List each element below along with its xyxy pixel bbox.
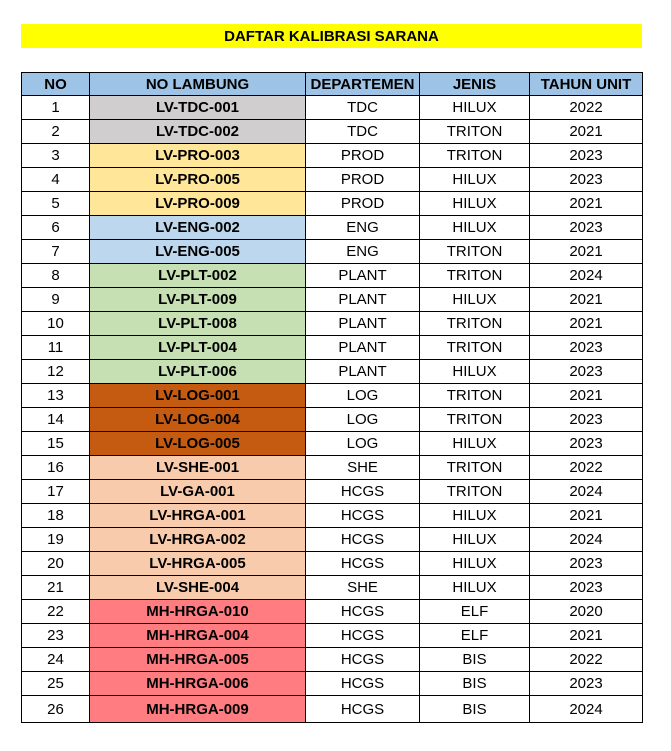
cell-jenis[interactable]: TRITON [420,312,530,336]
cell-tahun-unit[interactable]: 2023 [530,432,643,456]
cell-departemen[interactable]: SHE [306,576,420,600]
table-row [22,576,643,600]
cell-no[interactable]: 20 [22,552,90,576]
cell-departemen[interactable]: PLANT [306,264,420,288]
cell-jenis[interactable]: HILUX [420,552,530,576]
table-row [22,336,643,360]
cell-jenis[interactable]: HILUX [420,168,530,192]
cell-jenis[interactable]: ELF [420,624,530,648]
table-row [22,624,643,648]
cell-departemen[interactable]: HCGS [306,624,420,648]
cell-departemen[interactable]: ENG [306,240,420,264]
cell-jenis[interactable]: TRITON [420,144,530,168]
cell-jenis[interactable]: TRITON [420,240,530,264]
cell-departemen[interactable]: HCGS [306,528,420,552]
table-row [22,408,643,432]
cell-jenis[interactable]: HILUX [420,288,530,312]
cell-tahun-unit[interactable]: 2021 [530,384,643,408]
cell-no-lambung[interactable]: LV-LOG-004 [90,408,306,432]
cell-no-lambung[interactable]: LV-GA-001 [90,480,306,504]
cell-departemen[interactable]: HCGS [306,696,420,723]
cell-jenis[interactable]: TRITON [420,120,530,144]
table-row [22,552,643,576]
cell-no-lambung[interactable]: LV-LOG-005 [90,432,306,456]
table-row [22,456,643,480]
table-row [22,384,643,408]
cell-no[interactable]: 19 [22,528,90,552]
table-row [22,264,643,288]
cell-jenis[interactable]: TRITON [420,456,530,480]
table-row [22,672,643,696]
cell-no[interactable]: 2 [22,120,90,144]
cell-no[interactable]: 12 [22,360,90,384]
cell-jenis[interactable]: HILUX [420,432,530,456]
cell-departemen[interactable]: SHE [306,456,420,480]
header-no[interactable]: NO [22,73,90,96]
cell-tahun-unit[interactable]: 2021 [530,624,643,648]
table-row [22,600,643,624]
cell-departemen[interactable]: PLANT [306,336,420,360]
cell-departemen[interactable]: HCGS [306,504,420,528]
cell-departemen[interactable]: TDC [306,120,420,144]
cell-jenis[interactable]: TRITON [420,336,530,360]
cell-tahun-unit[interactable]: 2023 [530,576,643,600]
cell-no-lambung[interactable]: LV-PLT-004 [90,336,306,360]
cell-jenis[interactable]: BIS [420,696,530,723]
cell-departemen[interactable]: LOG [306,384,420,408]
cell-tahun-unit[interactable]: 2023 [530,216,643,240]
table-row [22,192,643,216]
cell-tahun-unit[interactable]: 2023 [530,144,643,168]
cell-departemen[interactable]: PLANT [306,360,420,384]
cell-jenis[interactable]: HILUX [420,216,530,240]
cell-departemen[interactable]: LOG [306,432,420,456]
cell-departemen[interactable]: HCGS [306,480,420,504]
cell-no[interactable]: 4 [22,168,90,192]
table-row [22,432,643,456]
cell-departemen[interactable]: PLANT [306,312,420,336]
cell-no-lambung[interactable]: MH-HRGA-009 [90,696,306,723]
table-row [22,288,643,312]
cell-tahun-unit[interactable]: 2023 [530,336,643,360]
cell-tahun-unit[interactable]: 2022 [530,456,643,480]
cell-tahun-unit[interactable]: 2022 [530,96,643,120]
cell-jenis[interactable]: BIS [420,648,530,672]
cell-no[interactable]: 8 [22,264,90,288]
cell-no-lambung[interactable]: LV-PRO-003 [90,144,306,168]
cell-tahun-unit[interactable]: 2020 [530,600,643,624]
table-row [22,120,643,144]
table-row [22,648,643,672]
cell-no-lambung[interactable]: MH-HRGA-004 [90,624,306,648]
cell-no[interactable]: 10 [22,312,90,336]
header-jenis[interactable]: JENIS [420,73,530,96]
cell-tahun-unit[interactable]: 2023 [530,552,643,576]
cell-no[interactable]: 13 [22,384,90,408]
cell-departemen[interactable]: HCGS [306,552,420,576]
cell-no-lambung[interactable]: MH-HRGA-010 [90,600,306,624]
cell-no[interactable]: 25 [22,672,90,696]
cell-no-lambung[interactable]: LV-LOG-001 [90,384,306,408]
cell-departemen[interactable]: HCGS [306,648,420,672]
table-row [22,312,643,336]
table-row [22,96,643,120]
cell-tahun-unit[interactable]: 2021 [530,192,643,216]
cell-no[interactable]: 11 [22,336,90,360]
cell-no[interactable]: 24 [22,648,90,672]
cell-no[interactable]: 22 [22,600,90,624]
cell-departemen[interactable]: PROD [306,144,420,168]
cell-tahun-unit[interactable]: 2024 [530,696,643,723]
cell-no-lambung[interactable]: LV-TDC-001 [90,96,306,120]
cell-no[interactable]: 23 [22,624,90,648]
cell-departemen[interactable]: PROD [306,192,420,216]
cell-no-lambung[interactable]: LV-ENG-005 [90,240,306,264]
cell-no[interactable]: 21 [22,576,90,600]
cell-departemen[interactable]: PROD [306,168,420,192]
cell-jenis[interactable]: BIS [420,672,530,696]
cell-no[interactable]: 5 [22,192,90,216]
cell-no-lambung[interactable]: LV-HRGA-001 [90,504,306,528]
cell-jenis[interactable]: HILUX [420,96,530,120]
cell-tahun-unit[interactable]: 2021 [530,288,643,312]
table-header-row [22,73,643,96]
cell-no[interactable]: 26 [22,696,90,723]
cell-tahun-unit[interactable]: 2023 [530,408,643,432]
cell-tahun-unit[interactable]: 2021 [530,504,643,528]
calibration-table [21,72,643,723]
table-row [22,144,643,168]
cell-no-lambung[interactable]: LV-HRGA-005 [90,552,306,576]
table-row [22,360,643,384]
cell-jenis[interactable]: HILUX [420,360,530,384]
cell-tahun-unit[interactable]: 2024 [530,480,643,504]
table-row [22,528,643,552]
table-body [22,96,643,723]
cell-tahun-unit[interactable]: 2023 [530,672,643,696]
cell-departemen[interactable]: PLANT [306,288,420,312]
cell-tahun-unit[interactable]: 2023 [530,360,643,384]
cell-no-lambung[interactable]: LV-PLT-006 [90,360,306,384]
cell-jenis[interactable]: TRITON [420,384,530,408]
cell-no[interactable]: 7 [22,240,90,264]
cell-no[interactable]: 6 [22,216,90,240]
cell-departemen[interactable]: TDC [306,96,420,120]
cell-no-lambung[interactable]: LV-PLT-008 [90,312,306,336]
cell-no-lambung[interactable]: MH-HRGA-006 [90,672,306,696]
cell-jenis[interactable]: TRITON [420,408,530,432]
cell-tahun-unit[interactable]: 2024 [530,264,643,288]
cell-no-lambung[interactable]: LV-HRGA-002 [90,528,306,552]
cell-no[interactable]: 14 [22,408,90,432]
header-no-lambung[interactable]: NO LAMBUNG [90,73,306,96]
cell-no-lambung[interactable]: LV-TDC-002 [90,120,306,144]
cell-no-lambung[interactable]: MH-HRGA-005 [90,648,306,672]
cell-no-lambung[interactable]: LV-PRO-005 [90,168,306,192]
cell-no-lambung[interactable]: LV-PLT-002 [90,264,306,288]
cell-tahun-unit[interactable]: 2023 [530,168,643,192]
cell-no[interactable]: 1 [22,96,90,120]
cell-tahun-unit[interactable]: 2021 [530,240,643,264]
sheet-title-text: DAFTAR KALIBRASI SARANA [224,27,439,45]
cell-no[interactable]: 3 [22,144,90,168]
cell-tahun-unit[interactable]: 2021 [530,120,643,144]
cell-no-lambung[interactable]: LV-PLT-009 [90,288,306,312]
cell-jenis[interactable]: HILUX [420,528,530,552]
cell-no-lambung[interactable]: LV-PRO-009 [90,192,306,216]
cell-no[interactable]: 16 [22,456,90,480]
cell-departemen[interactable]: LOG [306,408,420,432]
cell-no[interactable]: 17 [22,480,90,504]
table-row [22,240,643,264]
table-row [22,504,643,528]
sheet-title [21,24,642,48]
cell-jenis[interactable]: HILUX [420,192,530,216]
cell-departemen[interactable]: HCGS [306,672,420,696]
cell-no-lambung[interactable]: LV-ENG-002 [90,216,306,240]
cell-tahun-unit[interactable]: 2021 [530,312,643,336]
cell-jenis[interactable]: HILUX [420,504,530,528]
cell-jenis[interactable]: ELF [420,600,530,624]
table-row [22,168,643,192]
cell-tahun-unit[interactable]: 2022 [530,648,643,672]
cell-no[interactable]: 18 [22,504,90,528]
cell-tahun-unit[interactable]: 2024 [530,528,643,552]
header-departemen[interactable]: DEPARTEMEN [306,73,420,96]
cell-no[interactable]: 15 [22,432,90,456]
cell-jenis[interactable]: TRITON [420,264,530,288]
table-row [22,216,643,240]
table-row [22,696,643,723]
table-row [22,480,643,504]
cell-jenis[interactable]: TRITON [420,480,530,504]
cell-departemen[interactable]: ENG [306,216,420,240]
cell-jenis[interactable]: HILUX [420,576,530,600]
header-tahun-unit[interactable]: TAHUN UNIT [530,73,643,96]
cell-no-lambung[interactable]: LV-SHE-004 [90,576,306,600]
cell-no[interactable]: 9 [22,288,90,312]
cell-no-lambung[interactable]: LV-SHE-001 [90,456,306,480]
cell-departemen[interactable]: HCGS [306,600,420,624]
